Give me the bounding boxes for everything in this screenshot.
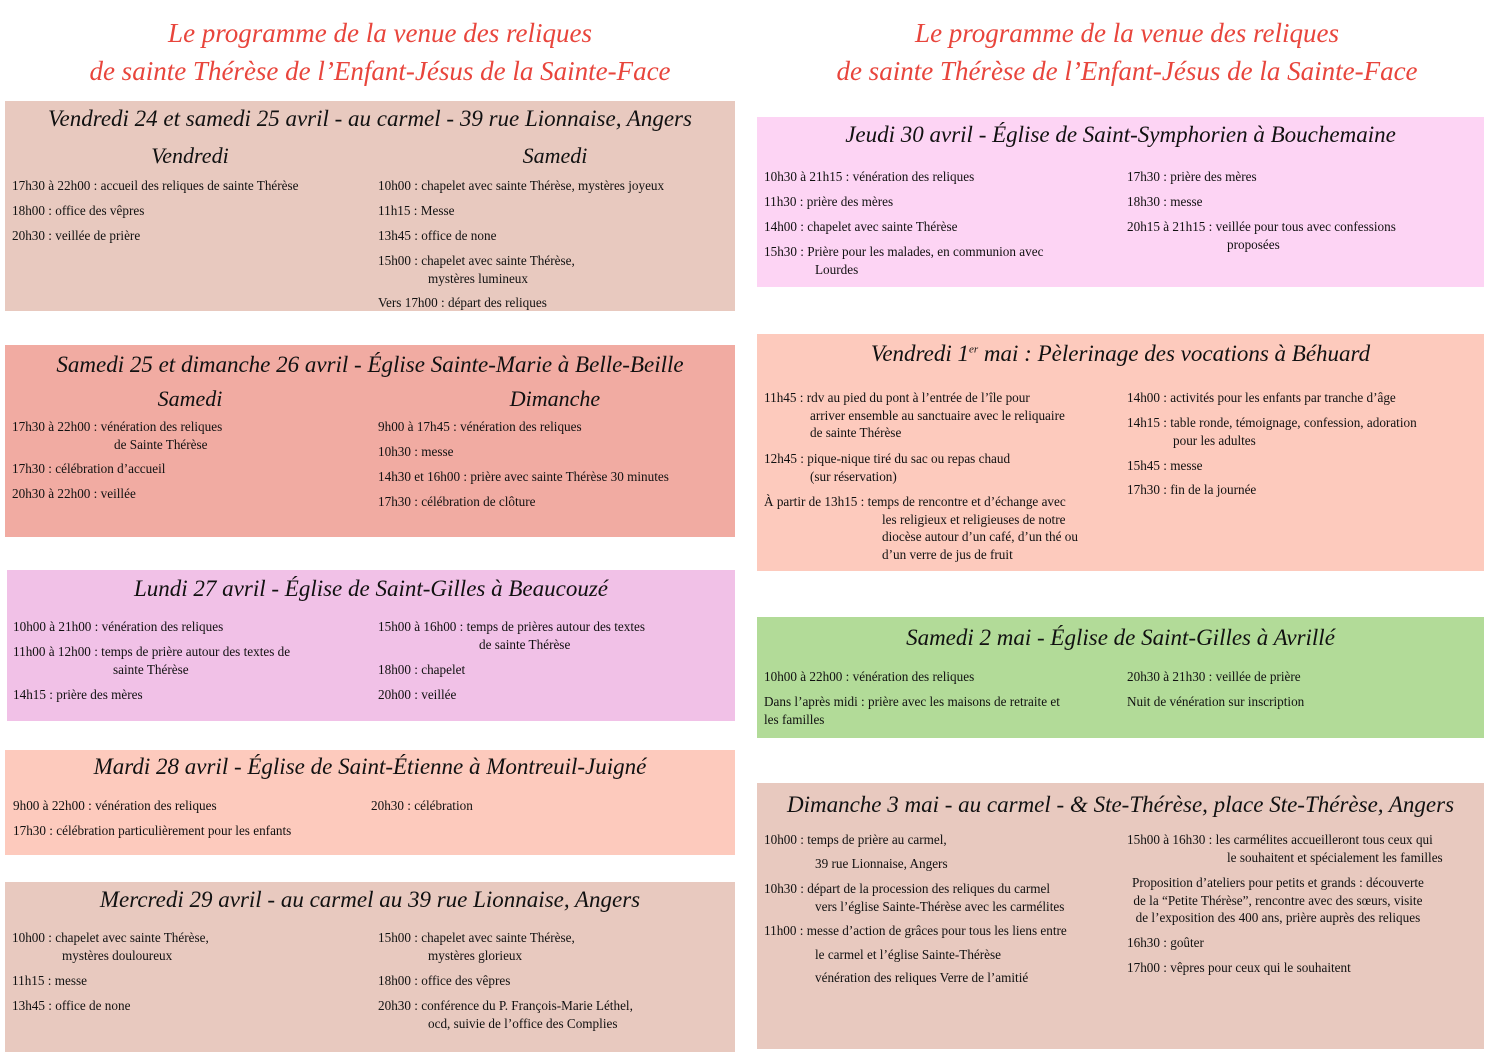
panel-jeudi-30: [757, 117, 1484, 287]
schedule-item: 20h00 : veillée: [378, 687, 457, 702]
panel-samedi-2-mai: [757, 617, 1484, 738]
schedule-item: 17h30 à 22h00 : vénération des reliques de Sainte Thérèse: [12, 419, 223, 452]
title-line-1: Le programme de la venue des reliques: [168, 18, 592, 48]
schedule-item: 20h15 à 21h15 : veillée pour tous avec confessions proposées: [1127, 219, 1396, 252]
panel-heading: Mardi 28 avril - Église de Saint-Étienne à Montreuil-Juigné: [93, 754, 647, 779]
schedule-item: 18h00 : office des vêpres: [12, 203, 145, 218]
schedule-item: 11h15 : Messe: [378, 203, 455, 218]
panel-samedi-25-dimanche-26: [5, 345, 735, 537]
schedule-item: Proposition d’ateliers pour petits et grands : découverte de la “Petite Thérèse”, rencontre avec des sœurs, visite de l’exposition des 400 ans, prière auprès des reliques: [1132, 875, 1424, 925]
title-line-2: de sainte Thérèse de l’Enfant-Jésus de la Sainte-Face: [89, 56, 671, 86]
schedule-item: 14h30 et 16h00 : prière avec sainte Thérèse 30 minutes: [378, 469, 669, 484]
schedule-item: 10h30 à 21h15 : vénération des reliques: [764, 169, 975, 184]
schedule-item: 20h30 : célébration: [371, 798, 473, 813]
day-label-vendredi: Vendredi: [151, 143, 229, 168]
schedule-item: 20h30 : conférence du P. François-Marie Léthel, ocd, suivie de l’office des Complies: [378, 998, 633, 1031]
schedule-item: 9h00 à 17h45 : vénération des reliques: [378, 419, 582, 434]
schedule-item: 17h30 : célébration particulièrement pour les enfants: [13, 823, 292, 838]
page-title-left: [0, 14, 760, 90]
schedule-item: Dans l’après midi : prière avec les maisons de retraite et les familles: [764, 694, 1060, 727]
schedule-item: 20h30 : veillée de prière: [12, 228, 141, 243]
schedule-item: 17h30 : prière des mères: [1127, 169, 1257, 184]
page-title-right: [747, 14, 1497, 90]
schedule-item: 13h45 : office de none: [378, 228, 497, 243]
schedule-item: 12h45 : pique-nique tiré du sac ou repas chaud (sur réservation): [764, 451, 1011, 484]
title-line-2: de sainte Thérèse de l’Enfant-Jésus de la Sainte-Face: [836, 56, 1418, 86]
schedule-item: 11h15 : messe: [12, 973, 87, 988]
schedule-item: Nuit de vénération sur inscription: [1127, 694, 1305, 709]
schedule-item: 14h00 : chapelet avec sainte Thérèse: [764, 219, 958, 234]
schedule-item: 11h00 : messe d’action de grâces pour tous les liens entre le carmel et l’église Sainte-Thérèse vénération des reliques Verre de l’amitié: [764, 923, 1067, 985]
panel-heading: Vendredi 1er mai : Pèlerinage des vocations à Béhuard: [870, 341, 1371, 366]
schedule-item: 9h00 à 22h00 : vénération des reliques: [13, 798, 217, 813]
panel-heading: Lundi 27 avril - Église de Saint-Gilles à Beaucouzé: [134, 576, 608, 601]
schedule-item: 10h00 : chapelet avec sainte Thérèse, mystères joyeux: [378, 178, 665, 193]
schedule-item: 15h00 à 16h30 : les carmélites accueilleront tous ceux qui le souhaitent et spécialement les familles: [1127, 832, 1443, 865]
schedule-item: 10h00 : temps de prière au carmel, 39 rue Lionnaise, Angers: [764, 832, 948, 871]
day-label-samedi: Samedi: [522, 143, 588, 168]
schedule-item: 10h30 : messe: [378, 444, 454, 459]
panel-heading: Dimanche 3 mai - au carmel - & Ste-Thérèse, place Ste-Thérèse, Angers: [786, 792, 1455, 817]
schedule-item: 20h30 à 21h30 : veillée de prière: [1127, 669, 1301, 684]
schedule-item: 15h00 : chapelet avec sainte Thérèse, mystères lumineux: [378, 253, 575, 286]
schedule-item: Vers 17h00 : départ des reliques: [378, 295, 547, 310]
schedule-item: 14h15 : prière des mères: [13, 687, 143, 702]
schedule-item: 15h00 : chapelet avec sainte Thérèse, mystères glorieux: [378, 930, 575, 963]
panel-vendredi-24-samedi-25: [5, 101, 735, 311]
schedule-item: 14h15 : table ronde, témoignage, confession, adoration pour les adultes: [1127, 415, 1417, 448]
schedule-item: 10h30 : départ de la procession des reliques du carmel vers l’église Sainte-Thérèse avec les carmélites: [764, 881, 1065, 914]
schedule-item: 11h45 : rdv au pied du pont à l’entrée de l’île pour arriver ensemble au sanctuaire avec le reliquaire de sainte Thérèse: [764, 390, 1065, 440]
title-line-1: Le programme de la venue des reliques: [915, 18, 1339, 48]
panel-heading: Mercredi 29 avril - au carmel au 39 rue Lionnaise, Angers: [99, 887, 641, 912]
schedule-item: 17h30 à 22h00 : accueil des reliques de sainte Thérèse: [12, 178, 299, 193]
schedule-item: 10h00 à 21h00 : vénération des reliques: [13, 619, 224, 634]
panel-dimanche-3-mai: [757, 783, 1484, 1049]
panel-heading: Jeudi 30 avril - Église de Saint-Symphorien à Bouchemaine: [845, 122, 1396, 147]
schedule-item: 17h30 : célébration d’accueil: [12, 461, 166, 476]
day-label-dimanche: Dimanche: [509, 386, 601, 411]
schedule-item: 13h45 : office de none: [12, 998, 131, 1013]
schedule-item: 15h00 à 16h00 : temps de prières autour des textes de sainte Thérèse: [378, 619, 645, 652]
schedule-item: 15h45 : messe: [1127, 458, 1203, 473]
panel-vendredi-1er-mai: [757, 334, 1484, 571]
day-label-samedi: Samedi: [157, 386, 223, 411]
schedule-item: 17h30 : fin de la journée: [1127, 482, 1257, 497]
schedule-item: 20h30 à 22h00 : veillée: [12, 486, 136, 501]
panel-lundi-27: [7, 570, 735, 721]
schedule-item: 16h30 : goûter: [1127, 935, 1204, 950]
panel-mercredi-29: [5, 882, 735, 1052]
schedule-item: 15h30 : Prière pour les malades, en communion avec Lourdes: [764, 244, 1044, 277]
schedule-item: 11h00 à 12h00 : temps de prière autour des textes de sainte Thérèse: [13, 644, 291, 677]
schedule-item: 17h30 : célébration de clôture: [378, 494, 536, 509]
panel-mardi-28: [5, 750, 735, 855]
panel-heading: Samedi 2 mai - Église de Saint-Gilles à Avrillé: [906, 625, 1335, 650]
schedule-item: 18h30 : messe: [1127, 194, 1203, 209]
schedule-item: 17h00 : vêpres pour ceux qui le souhaitent: [1127, 960, 1351, 975]
schedule-item: 10h00 : chapelet avec sainte Thérèse, mystères douloureux: [12, 930, 209, 963]
schedule-item: 11h30 : prière des mères: [764, 194, 894, 209]
schedule-item: 14h00 : activités pour les enfants par tranche d’âge: [1127, 390, 1396, 405]
schedule-item: 18h00 : chapelet: [378, 662, 466, 677]
panel-heading: Samedi 25 et dimanche 26 avril - Église Sainte-Marie à Belle-Beille: [56, 352, 684, 377]
schedule-item: 10h00 à 22h00 : vénération des reliques: [764, 669, 975, 684]
schedule-item: À partir de 13h15 : temps de rencontre et d’échange avec les religieux et religieuses de notre diocèse autour d’un café, d’un thé ou d’un verre de jus de fruit: [764, 494, 1078, 562]
panel-heading: Vendredi 24 et samedi 25 avril - au carmel - 39 rue Lionnaise, Angers: [48, 106, 692, 131]
schedule-item: 18h00 : office des vêpres: [378, 973, 511, 988]
